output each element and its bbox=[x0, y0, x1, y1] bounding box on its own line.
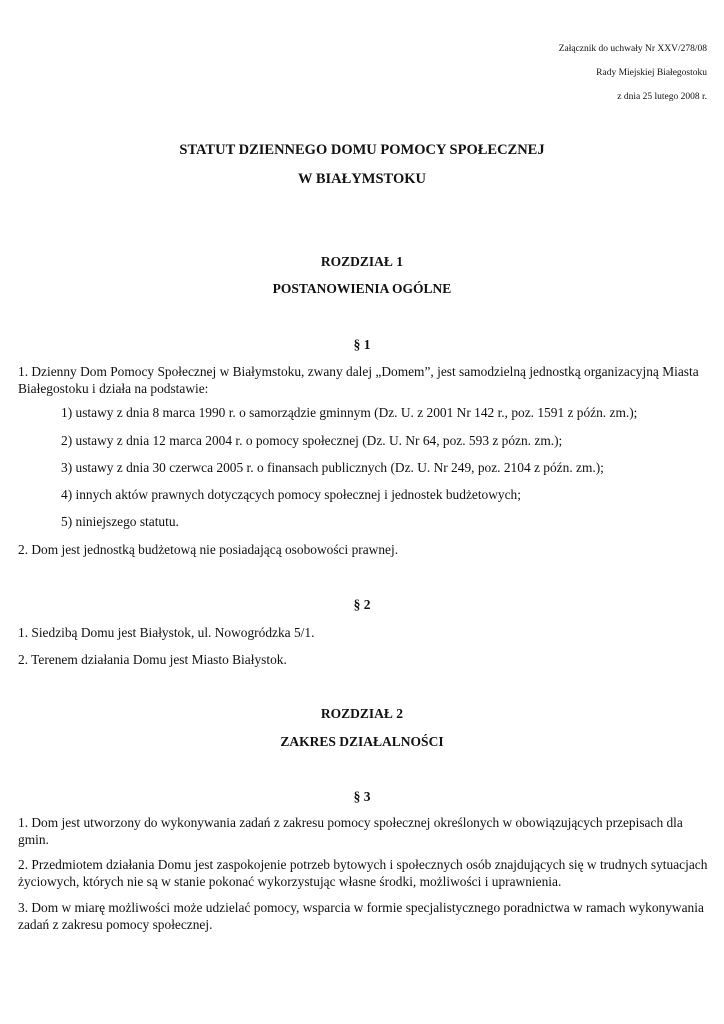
chapter-2-label: ROZDZIAŁ 2 bbox=[320, 706, 404, 721]
section-2-paragraph-1: 1. Siedzibą Domu jest Białystok, ul. Nowogródzka 5/1. bbox=[18, 625, 315, 640]
section-3-paragraph-1: 1. Dom jest utworzony do wykonywania zadań z zakresu pomocy społecznej określonych w obowiązujących przepisach dla gmin. bbox=[18, 815, 683, 847]
document-title-line-2: W BIAŁYMSTOKU bbox=[298, 171, 426, 187]
section-1-list-item-4: 4) innych aktów prawnych dotyczących pomocy społecznej i jednostek budżetowych; bbox=[61, 487, 521, 502]
document-title-line-1: STATUT DZIENNEGO DOMU POMOCY SPOŁECZNEJ bbox=[179, 142, 545, 158]
section-3-mark: § 3 bbox=[353, 789, 371, 804]
section-3-paragraph-2: 2. Przedmiotem działania Domu jest zaspokojenie potrzeb bytowych i społecznych osób znajdujących się w trudnych sytuacjach życiowych, których nie są w stanie pokonać wykorzystując własne środki, możliwości i uprawnienia. bbox=[18, 857, 708, 889]
section-3-paragraph-3: 3. Dom w miarę możliwości może udzielać pomocy, wsparcia w formie specjalistycznego poradnictwa w ramach wykonywania zadań z zakresu pomocy społecznej. bbox=[18, 900, 704, 932]
section-1-paragraph-1: 1. Dzienny Dom Pomocy Społecznej w Białymstoku, zwany dalej „Domem”, jest samodzielną jednostką organizacyjną Miasta Białegostoku i działa na podstawie: bbox=[18, 364, 699, 396]
section-1-list-item-3: 3) ustawy z dnia 30 czerwca 2005 r. o finansach publicznych (Dz. U. Nr 249, poz. 2104 z późn. zm.); bbox=[61, 460, 604, 475]
header-council-line: Rady Miejskiej Białegostoku bbox=[596, 68, 707, 78]
section-1-list-item-2: 2) ustawy z dnia 12 marca 2004 r. o pomocy społecznej (Dz. U. Nr 64, poz. 593 z pózn. zm.); bbox=[61, 433, 563, 448]
header-attachment-line: Załącznik do uchwały Nr XXV/278/08 bbox=[558, 44, 707, 54]
chapter-1-label: ROZDZIAŁ 1 bbox=[320, 254, 404, 269]
section-1-list-item-1: 1) ustawy z dnia 8 marca 1990 r. o samorządzie gminnym (Dz. U. z 2001 Nr 142 r., poz. 1591 z późn. zm.); bbox=[61, 405, 638, 420]
section-2-mark: § 2 bbox=[353, 597, 371, 612]
section-1-paragraph-2: 2. Dom jest jednostką budżetową nie posiadającą osobowości prawnej. bbox=[18, 542, 399, 557]
section-2-paragraph-2: 2. Terenem działania Domu jest Miasto Białystok. bbox=[18, 652, 287, 667]
header-date-line: z dnia 25 lutego 2008 r. bbox=[617, 92, 707, 102]
chapter-2-name: ZAKRES DZIAŁALNOŚCI bbox=[280, 734, 444, 749]
chapter-1-name: POSTANOWIENIA OGÓLNE bbox=[272, 281, 452, 296]
section-1-list-item-5: 5) niniejszego statutu. bbox=[61, 514, 179, 529]
section-1-mark: § 1 bbox=[353, 337, 371, 352]
